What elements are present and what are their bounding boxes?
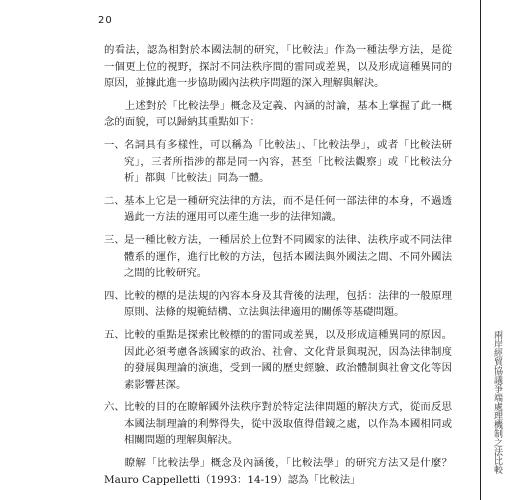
- paragraph-summary-intro: 上述對於「比較法學」概念及定義、內涵的討論，基本上掌握了此一概念的面貌，可以歸納其重點如下：: [104, 99, 452, 129]
- list-item: [104, 193, 452, 226]
- list-item: [104, 288, 452, 321]
- list-item: [104, 137, 452, 187]
- list-marker: 四、: [104, 289, 125, 302]
- list-marker: 三、: [104, 233, 125, 246]
- list-marker: 六、: [104, 401, 125, 414]
- page-edge-rule: [480, 0, 481, 500]
- list-item-text: 是一種比較方法，一種居於上位對不同國家的法律、法秩序或不同法律體系的運作，進行比較的方法，包括本國法與外國法之間、不同外國法之間的比較研究。: [124, 233, 452, 280]
- list-item: [104, 232, 452, 282]
- running-side-title: 兩岸經貿協議爭端處理機制之法比較: [492, 330, 502, 474]
- list-item-text: 名詞具有多樣性，可以稱為「比較法」、「比較法學」，或者「比較法研究」，三者所指涉的都是同一內容，甚至「比較法觀察」或「比較法分析」都與「比較法」同為一體。: [124, 138, 452, 185]
- list-item: [104, 327, 452, 393]
- list-item-text: 比較的重點是探索比較標的的雷同或差異，以及形成這種異同的原因。因此必須考慮各該國家的政治、社會、文化背景與現況，因為法律制度的發展與理論的演進，受到一國的歷史經驗、政治體制與社會文化等因素影響甚深。: [124, 328, 452, 391]
- paragraph-continued: 的看法，認為相對於本國法制的研究，「比較法」作為一種法學方法，是從一個更上位的視野，探討不同法秩序間的雷同或差異，以及形成這種異同的原因，並據此進一步協助國內法秩序問題的深入理解與解決。: [104, 44, 452, 90]
- paragraph-method-question: 瞭解「比較法學」概念及內涵後，「比較法學」的研究方法又是什麼？ Mauro Cappelletti（1993：14-19）認為「比較法」: [104, 457, 452, 486]
- key-points-list: [104, 137, 452, 449]
- list-item-text: 基本上它是一種研究法律的方法，而不是任何一部法律的本身，不過透過此一方法的運用可以產生進一步的法律知識。: [124, 194, 452, 224]
- body-text: [104, 42, 452, 488]
- list-item-text: 比較的標的是法規的內容本身及其背後的法理，包括：法律的一般原理原則、法條的規範結構、立法與法律適用的關係等基礎問題。: [124, 289, 452, 319]
- list-marker: 五、: [104, 328, 125, 341]
- list-item: [104, 399, 452, 449]
- list-marker: 一、: [104, 138, 125, 151]
- list-marker: 二、: [104, 194, 125, 207]
- page-number: 20: [98, 15, 113, 26]
- list-item-text: 比較的目的在瞭解國外法秩序對於特定法律問題的解決方式，從而反思本國法制理論的利弊得失，從中汲取值得借鏡之處，以作為本國相同或相關問題的理解與解決。: [124, 401, 452, 447]
